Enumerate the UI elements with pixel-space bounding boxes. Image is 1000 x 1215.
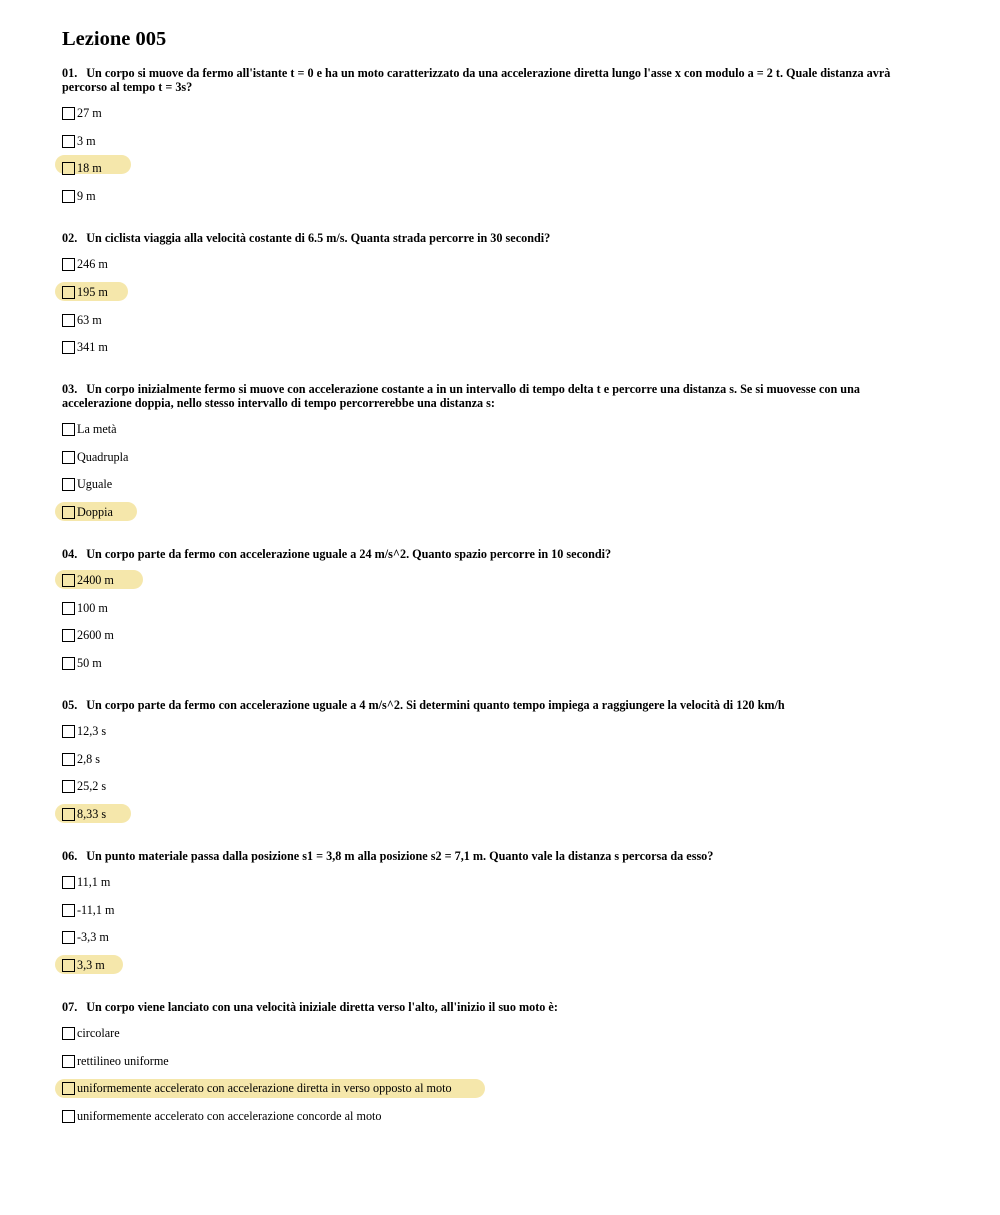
question-body: Un corpo parte da fermo con accelerazione uguale a 4 m/s^2. Si determini quanto tempo impiega a raggiungere la velocità di 120 km/h: [86, 698, 785, 712]
checkbox[interactable]: [62, 657, 75, 670]
question-number: 06.: [62, 849, 78, 863]
checkbox[interactable]: [62, 478, 75, 491]
answer-option[interactable]: [62, 1053, 169, 1069]
checkbox[interactable]: [62, 876, 75, 889]
answer-option[interactable]: [62, 1080, 452, 1096]
option-label: La metà: [77, 422, 117, 436]
checkbox[interactable]: [62, 959, 75, 972]
checkbox[interactable]: [62, 190, 75, 203]
question-text: [62, 231, 932, 245]
question-number: 01.: [62, 66, 78, 80]
option-label: 18 m: [77, 161, 102, 175]
answer-option[interactable]: [62, 1108, 382, 1124]
answer-option[interactable]: [62, 339, 108, 355]
answer-option[interactable]: [62, 421, 117, 437]
question-number: 02.: [62, 231, 78, 245]
option-label: 9 m: [77, 189, 96, 203]
answer-option[interactable]: [62, 284, 108, 300]
answer-option[interactable]: [62, 476, 112, 492]
checkbox[interactable]: [62, 1082, 75, 1095]
checkbox[interactable]: [62, 602, 75, 615]
answer-option[interactable]: [62, 902, 114, 918]
checkbox[interactable]: [62, 451, 75, 464]
option-label: uniformemente accelerato con accelerazione concorde al moto: [77, 1109, 382, 1123]
option-label: 195 m: [77, 285, 108, 299]
question-body: Un corpo inizialmente fermo si muove con accelerazione costante a in un intervallo di tempo delta t e percorre una distanza s. Se si muovesse con una accelerazione doppia, nello stesso intervallo di tempo percorrerebbe una distanza s:: [62, 382, 860, 410]
checkbox[interactable]: [62, 314, 75, 327]
option-label: Uguale: [77, 477, 113, 491]
answer-option[interactable]: [62, 655, 102, 671]
answer-option[interactable]: [62, 627, 114, 643]
question-body: Un corpo si muove da fermo all'istante t = 0 e ha un moto caratterizzato da una accelerazione diretta lungo l'asse x con modulo a = 2 t. Quale distanza avrà percorso al tempo t = 3s?: [62, 66, 891, 94]
question-number: 04.: [62, 547, 78, 561]
checkbox[interactable]: [62, 341, 75, 354]
option-label: -3,3 m: [77, 930, 109, 944]
checkbox[interactable]: [62, 780, 75, 793]
option-label: uniformemente accelerato con accelerazione diretta in verso opposto al moto: [77, 1081, 452, 1095]
answer-option[interactable]: [62, 188, 96, 204]
answer-option[interactable]: [62, 957, 105, 973]
question-number: 03.: [62, 382, 78, 396]
checkbox[interactable]: [62, 107, 75, 120]
option-label: 50 m: [77, 656, 102, 670]
checkbox[interactable]: [62, 258, 75, 271]
question-text: [62, 382, 932, 410]
checkbox[interactable]: [62, 629, 75, 642]
question-text: [62, 1000, 932, 1014]
option-label: 2400 m: [77, 573, 114, 587]
question-body: Un ciclista viaggia alla velocità costante di 6.5 m/s. Quanta strada percorre in 30 secondi?: [86, 231, 551, 245]
option-label: circolare: [77, 1026, 120, 1040]
option-label: 2600 m: [77, 628, 114, 642]
checkbox[interactable]: [62, 1110, 75, 1123]
checkbox[interactable]: [62, 904, 75, 917]
answer-option[interactable]: [62, 751, 100, 767]
checkbox[interactable]: [62, 574, 75, 587]
option-label: 3,3 m: [77, 958, 105, 972]
question-text: [62, 547, 932, 561]
option-label: 3 m: [77, 134, 96, 148]
option-label: 63 m: [77, 313, 102, 327]
answer-option[interactable]: [62, 504, 113, 520]
checkbox[interactable]: [62, 725, 75, 738]
option-label: 11,1 m: [77, 875, 111, 889]
checkbox[interactable]: [62, 506, 75, 519]
option-label: 27 m: [77, 106, 102, 120]
answer-option[interactable]: [62, 778, 106, 794]
question-number: 07.: [62, 1000, 78, 1014]
answer-option[interactable]: [62, 929, 109, 945]
option-label: 12,3 s: [77, 724, 107, 738]
answer-option[interactable]: [62, 723, 106, 739]
answer-option[interactable]: [62, 105, 102, 121]
checkbox[interactable]: [62, 135, 75, 148]
option-label: 2,8 s: [77, 752, 101, 766]
answer-option[interactable]: [62, 874, 110, 890]
option-label: 246 m: [77, 257, 108, 271]
checkbox[interactable]: [62, 808, 75, 821]
option-label: 341 m: [77, 340, 108, 354]
option-label: 25,2 s: [77, 779, 107, 793]
checkbox[interactable]: [62, 423, 75, 436]
question-body: Un punto materiale passa dalla posizione s1 = 3,8 m alla posizione s2 = 7,1 m. Quanto vale la distanza s percorsa da esso?: [86, 849, 714, 863]
answer-option[interactable]: [62, 256, 108, 272]
checkbox[interactable]: [62, 162, 75, 175]
option-label: 100 m: [77, 601, 108, 615]
answer-option[interactable]: [62, 1025, 120, 1041]
question-number: 05.: [62, 698, 78, 712]
question-body: Un corpo viene lanciato con una velocità iniziale diretta verso l'alto, all'inizio il suo moto è:: [86, 1000, 558, 1014]
answer-option[interactable]: [62, 312, 102, 328]
page-title: Lezione 005: [62, 28, 167, 50]
question-text: [62, 849, 932, 863]
checkbox[interactable]: [62, 1055, 75, 1068]
answer-option[interactable]: [62, 806, 106, 822]
option-label: Quadrupla: [77, 450, 129, 464]
option-label: rettilineo uniforme: [77, 1054, 169, 1068]
answer-option[interactable]: [62, 160, 102, 176]
checkbox[interactable]: [62, 286, 75, 299]
question-text: [62, 698, 932, 712]
question-text: [62, 66, 932, 94]
answer-option[interactable]: [62, 572, 114, 588]
checkbox[interactable]: [62, 753, 75, 766]
question-body: Un corpo parte da fermo con accelerazione uguale a 24 m/s^2. Quanto spazio percorre in 10 secondi?: [86, 547, 612, 561]
answer-option[interactable]: [62, 600, 108, 616]
answer-option[interactable]: [62, 449, 128, 465]
option-label: -11,1 m: [77, 903, 115, 917]
option-label: 8,33 s: [77, 807, 107, 821]
answer-option[interactable]: [62, 133, 96, 149]
checkbox[interactable]: [62, 1027, 75, 1040]
option-label: Doppia: [77, 505, 113, 519]
checkbox[interactable]: [62, 931, 75, 944]
